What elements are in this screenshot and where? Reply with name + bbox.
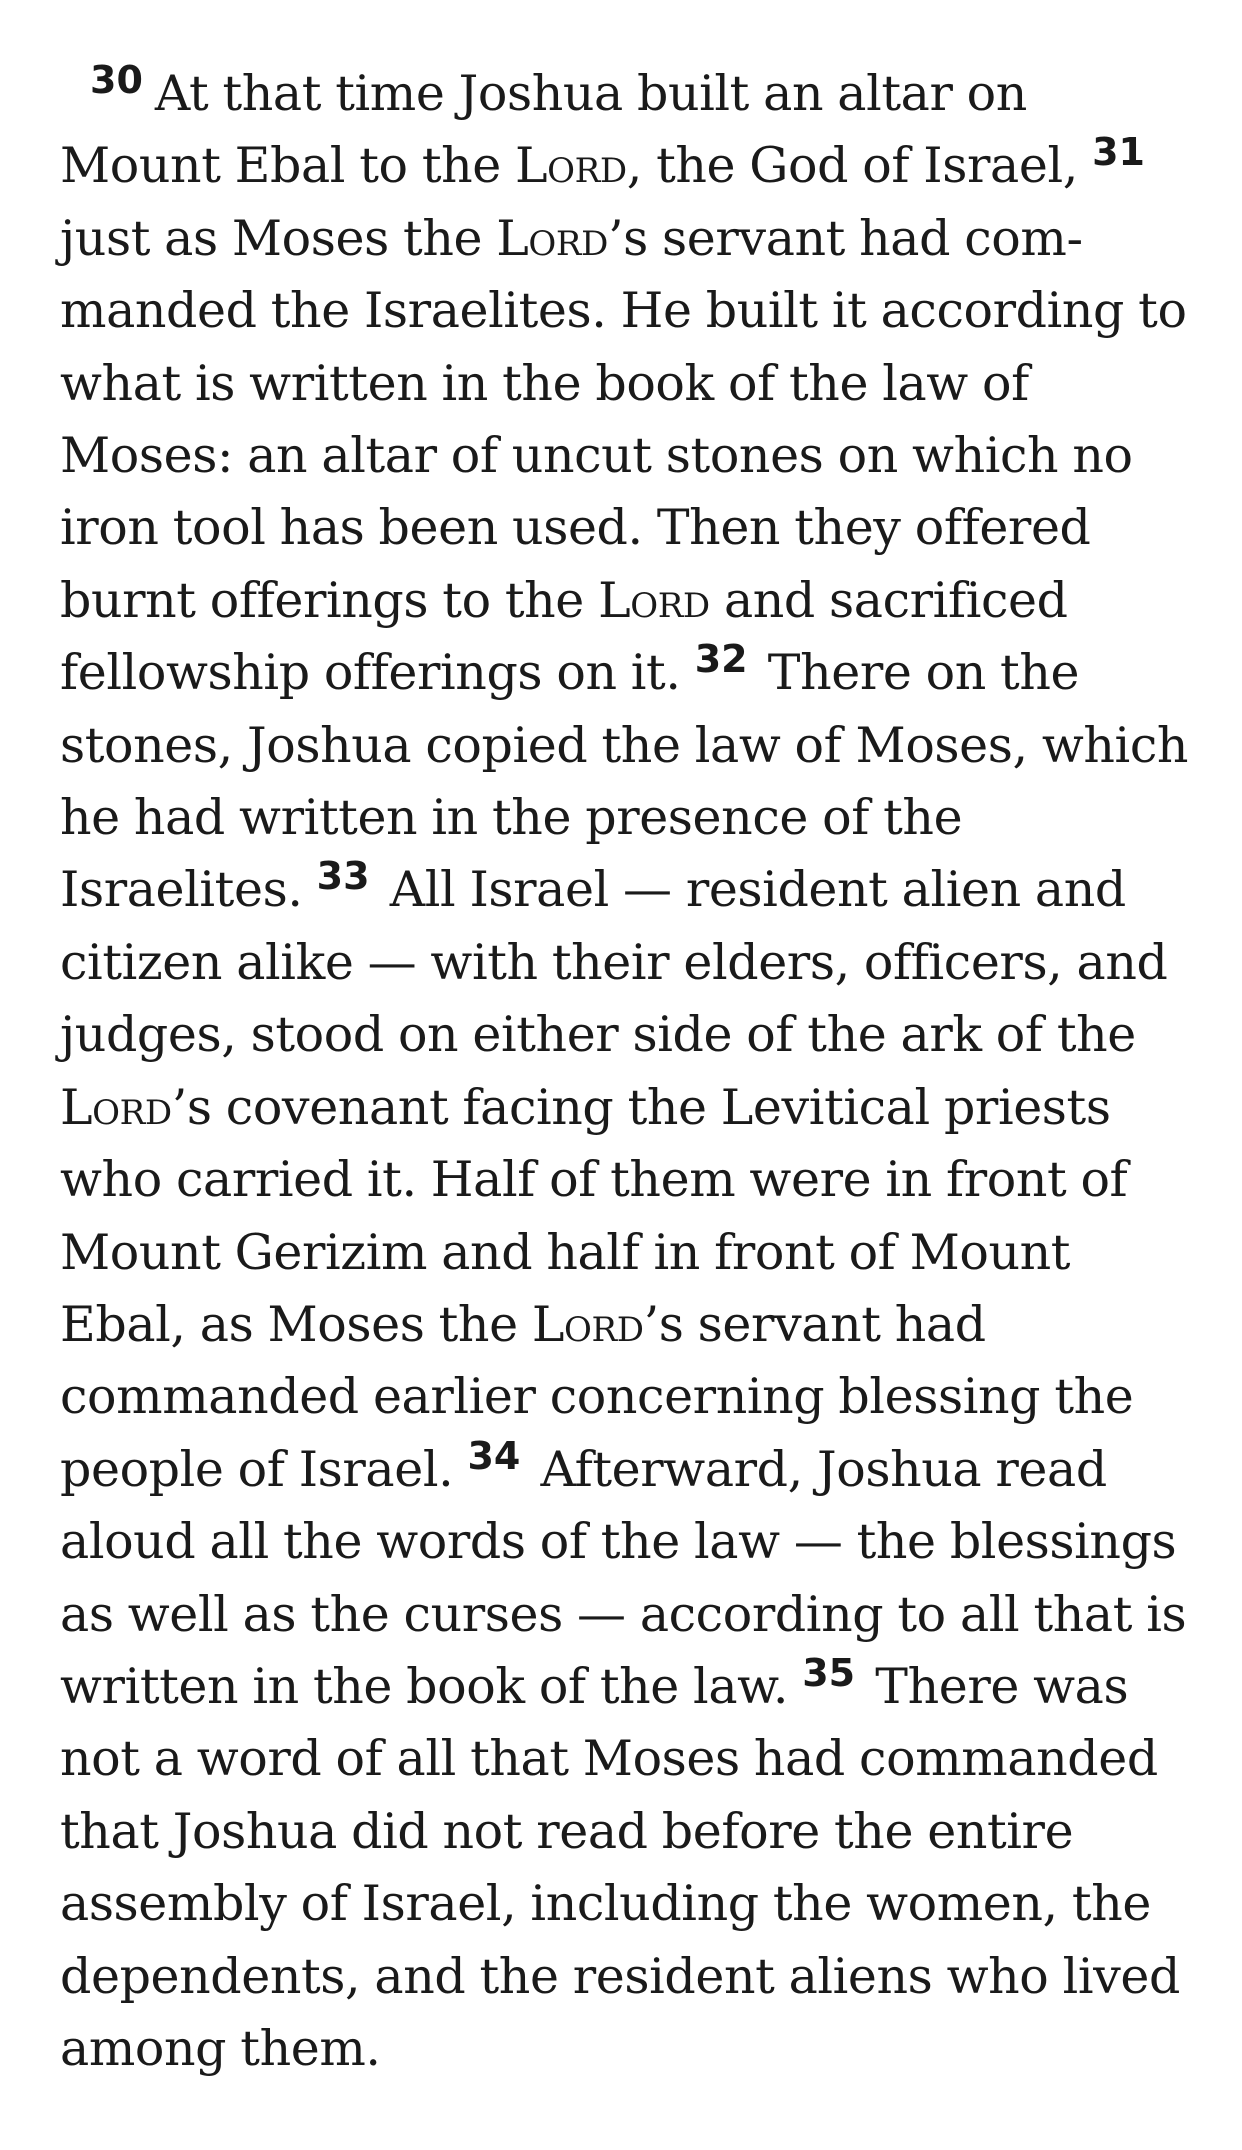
divine-name: Lord <box>515 137 627 195</box>
verse-number-34: 34 <box>467 1433 521 1478</box>
verse-33-text-end: ’s servant had commanded earlier concerning blessing the people of Israel. <box>60 1295 1134 1498</box>
verse-number-35: 35 <box>802 1650 856 1695</box>
verse-number-33: 33 <box>316 854 370 899</box>
reading-page <box>60 58 1200 2085</box>
verse-30-text: At that time Joshua built an altar on Mount Ebal to the <box>60 65 1027 195</box>
verse-31-text: just as Moses the <box>60 209 497 267</box>
divine-name: Lord <box>531 1295 644 1353</box>
scripture-passage <box>60 58 1200 2085</box>
verse-30-text-end: , the God of Israel, <box>626 137 1093 195</box>
verse-35-text: There was not a word of all that Moses had commanded that Joshua did not read before the entire assembly of Israel, including the women, the dependents, and the resident aliens who lived among them. <box>60 1657 1180 2077</box>
verse-number-32: 32 <box>694 637 748 682</box>
verse-33-text: All Israel — resident alien and citizen alike — with their elders, officers, and judges, stood on either side of the ark of the <box>60 861 1168 1064</box>
verse-31-text-mid: ’s servant had commanded the Israelites. He built it according to what is written in the book of the law of Moses: an altar of uncut stones on which no iron tool has been used. Then they offered burnt offerings to the <box>60 209 1187 629</box>
verse-number-31: 31 <box>1092 130 1145 175</box>
verse-31-text-end: and sacrificed fellowship offerings on it. <box>60 571 1068 702</box>
verse-32-text: There on the stones, Joshua copied the law of Moses, which he had written in the presence of the Israelites. <box>60 644 1189 919</box>
verse-number-30: 30 <box>90 58 143 102</box>
verse-33-text-mid: ’s covenant facing the Levitical priests who carried it. Half of them were in front of Mount Gerizim and half in front of Mount Ebal, as Moses the <box>60 1078 1128 1353</box>
divine-name: Lord <box>496 209 608 267</box>
verse-34-text: Afterward, Joshua read aloud all the words of the law — the blessings as well as the curses — according to all that is written in the book of the law. <box>60 1440 1187 1715</box>
divine-name: Lord <box>598 571 710 629</box>
divine-name: Lord <box>60 1078 172 1136</box>
